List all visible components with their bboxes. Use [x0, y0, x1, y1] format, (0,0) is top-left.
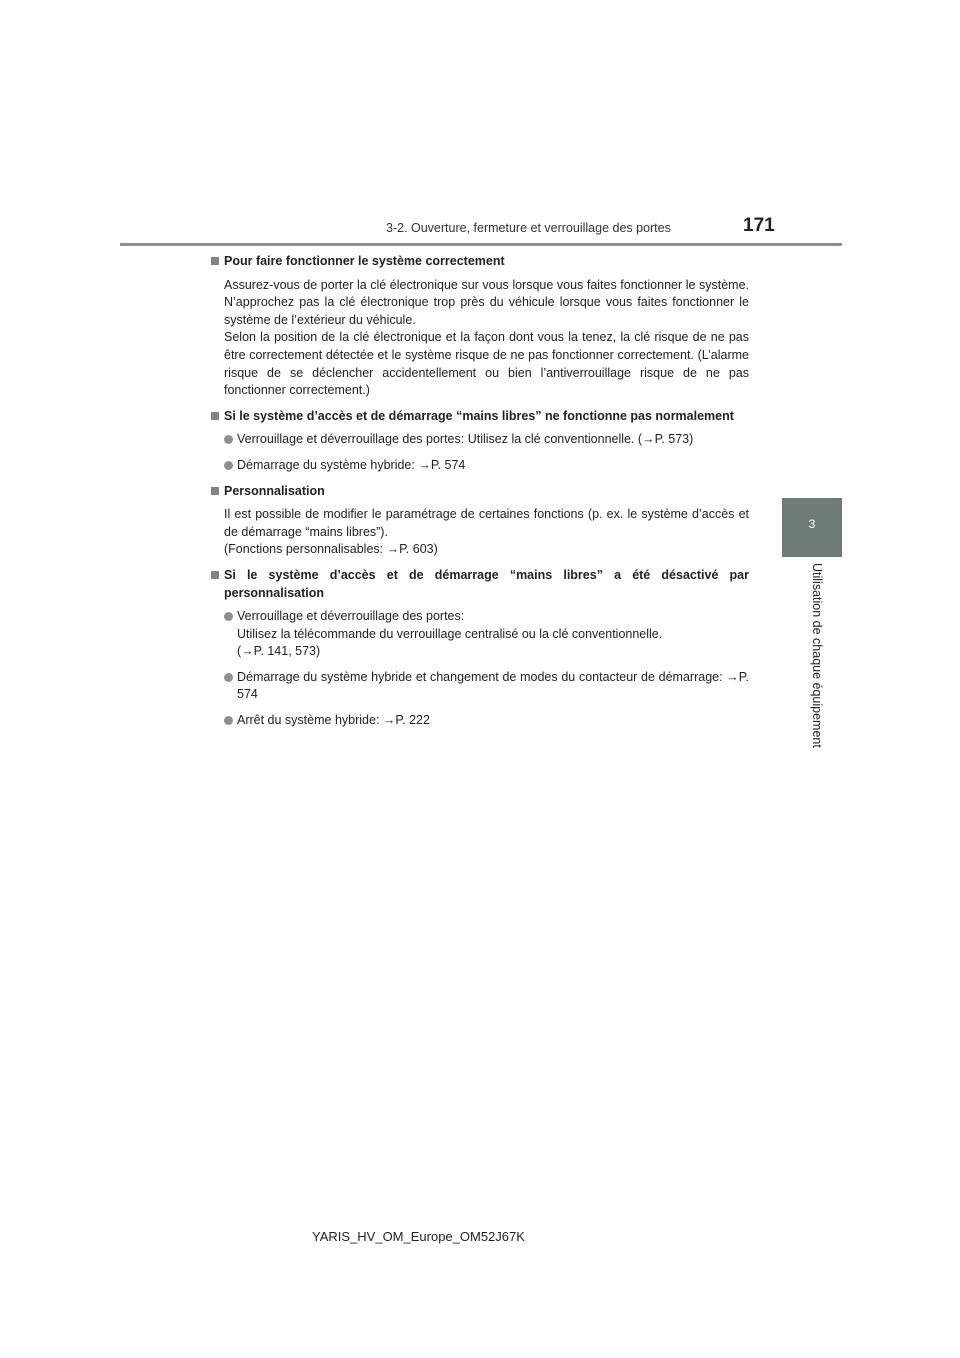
chapter-tab-number: 3	[808, 517, 816, 531]
page-number: 171	[743, 215, 775, 236]
chapter-tab-label: Utilisation de chaque équipement	[810, 563, 824, 748]
round-bullet-icon	[224, 612, 233, 621]
square-bullet-icon	[211, 257, 219, 265]
bullet-item	[211, 457, 749, 475]
paragraph-text: Assurez-vous de porter la clé électronique sur vous lorsque vous faites fonctionner le système. N’approchez pas la clé électronique trop près du véhicule lorsque vous faites fonctionner le système de l’extérieur du véhicule.	[224, 277, 749, 327]
square-bullet-icon	[211, 571, 219, 579]
header-divider	[120, 243, 842, 246]
bullet-text: Verrouillage et déverrouillage des portes:	[237, 609, 465, 624]
section-disabled	[211, 567, 749, 730]
section-heading-text: Si le système d’accès et de démarrage “mains libres” a été désactivé par personnalisation	[224, 567, 749, 600]
section-heading	[211, 567, 749, 602]
square-bullet-icon	[211, 412, 219, 420]
bullet-text: Arrêt du système hybride: →P. 222	[237, 713, 430, 728]
bullet-item	[211, 712, 749, 730]
section-correct-operation	[211, 253, 749, 400]
bullet-item	[211, 608, 749, 661]
section-paragraph	[211, 277, 749, 400]
footer-document-id: YARIS_HV_OM_Europe_OM52J67K	[312, 1229, 525, 1244]
bullet-text: Démarrage du système hybride: →P. 574	[237, 457, 466, 472]
bullet-text: Démarrage du système hybride et changement de modes du contacteur de démarrage: →P. 574	[237, 669, 749, 702]
section-heading-text: Pour faire fonctionner le système correctement	[224, 254, 505, 268]
section-heading	[211, 408, 749, 426]
bullet-text: Verrouillage et déverrouillage des portes: Utilisez la clé conventionnelle. (→P. 573)	[237, 432, 694, 447]
section-customization	[211, 483, 749, 559]
bullet-item	[211, 431, 749, 449]
chapter-tab	[782, 498, 842, 557]
paragraph-text: Il est possible de modifier le paramétrage de certaines fonctions (p. ex. le système d’accès et de démarrage “mains libres”).	[224, 507, 749, 539]
bullet-text: Utilisez la télécommande du verrouillage centralisé ou la clé conventionnelle.	[237, 626, 663, 641]
paragraph-text: Selon la position de la clé électronique et la façon dont vous la tenez, la clé risque de ne pas être correctement détectée et le système risque de ne pas fonctionner correctement. (L’alarme risque de se déclencher accidentellement ou bien l’antiverrouillage risque de ne pas fonctionner correctement.)	[224, 330, 749, 398]
round-bullet-icon	[224, 673, 233, 682]
section-heading-text: Si le système d’accès et de démarrage “mains libres” ne fonctionne pas normalement	[224, 408, 734, 423]
header-section-title: 3-2. Ouverture, fermeture et verrouillage des portes	[386, 221, 671, 235]
section-malfunction	[211, 408, 749, 475]
round-bullet-icon	[224, 461, 233, 470]
section-paragraph	[211, 506, 749, 559]
round-bullet-icon	[224, 435, 233, 444]
paragraph-text: (Fonctions personnalisables: →P. 603)	[224, 542, 438, 557]
section-heading	[211, 483, 749, 501]
page-content	[211, 253, 749, 738]
bullet-text: (→P. 141, 573)	[237, 644, 321, 659]
round-bullet-icon	[224, 716, 233, 725]
square-bullet-icon	[211, 487, 219, 495]
bullet-item	[211, 669, 749, 704]
section-heading-text: Personnalisation	[224, 483, 325, 498]
section-heading	[211, 253, 749, 271]
